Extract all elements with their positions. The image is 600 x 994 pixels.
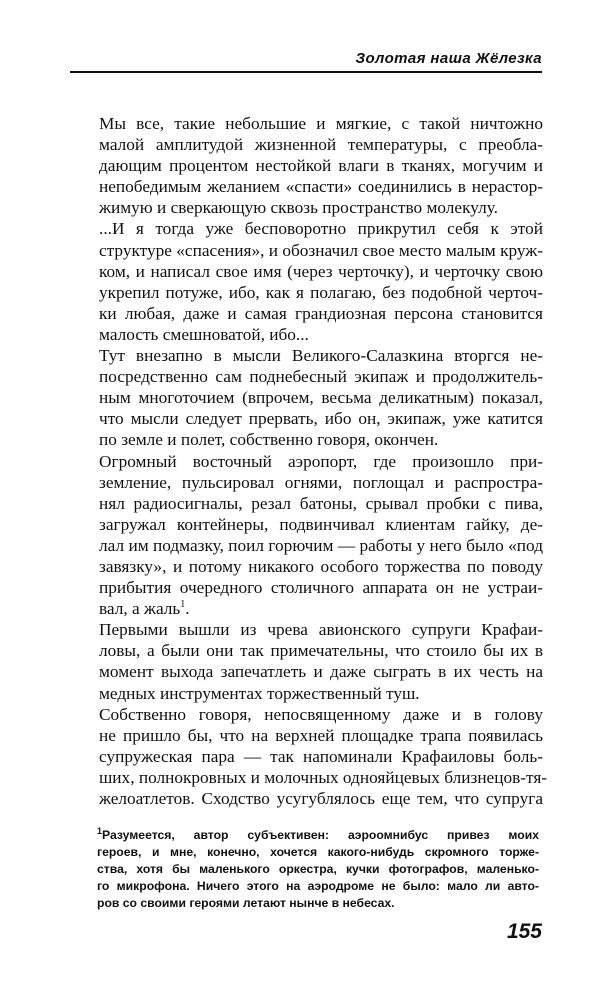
body-text xyxy=(83,113,548,809)
text-line: прибытия очередного столичного аппарата он не устраи- xyxy=(99,578,543,598)
running-head: Золотая наша Жёлезка xyxy=(355,50,542,67)
text-line: Огромный восточный аэропорт, где произошло при- xyxy=(99,451,543,471)
footnote-line: ров со своими героями летают нынче в небесах. xyxy=(97,896,395,910)
text-line: не пришло бы, что на верхней площадке трапа появилась xyxy=(99,725,543,745)
text-line: непобедимым желанием «спасти» соединились в нерастор- xyxy=(99,177,543,197)
text-line: ком, и написал свое имя (через черточку), и черточку свою xyxy=(99,261,543,281)
text-line: завязку», и потому никакого особого торжества по поводу xyxy=(99,556,543,576)
page-number: 155 xyxy=(506,920,542,943)
footnote-line: ства, хотя бы маленького оркестра, кучки фотографов, маленько- xyxy=(97,862,539,876)
text-line: ки любая, даже и самая грандиозная персона становится xyxy=(99,303,543,323)
text-line: ших, полнокровных и молочных однояйцевых близнецов-тя- xyxy=(99,767,548,787)
text-line: жимую и сверкающую сквозь пространство молекулу. xyxy=(99,198,498,218)
text-line: что мысли следует прервать, ибо он, экипаж, уже катится xyxy=(99,409,543,429)
text-line: укрепил потуже, ибо, как я полагаю, без подобной черточ- xyxy=(99,282,543,302)
text-line: малой амплитудой жизненной температуры, с преобла- xyxy=(99,135,543,155)
footnote xyxy=(97,827,539,912)
text-line: вал, а жаль$^1$. xyxy=(99,599,190,619)
text-line: медных инструментах торжественный туш. xyxy=(99,683,420,703)
footnote-number: 1 xyxy=(97,825,103,836)
footnote-line: героев, и мне, конечно, хочется какого-нибудь скромного торже- xyxy=(97,845,539,859)
text-line-content: вал, а жаль xyxy=(99,599,181,619)
footnote-reference: 1 xyxy=(180,599,186,611)
text-line: земление, пульсировал огнями, поглощал и распростра- xyxy=(99,472,543,492)
text-line: посредственно сам поднебесный экипаж и продолжитель- xyxy=(99,367,543,387)
paragraph-6 xyxy=(83,704,548,809)
text-line: Собственно говоря, непосвященному даже и в голову xyxy=(99,704,543,724)
text-line: момент выхода запечатлеть и даже сыграть в их честь на xyxy=(99,662,543,682)
text-line: Тут внезапно в мысли Великого-Салазкина вторгся не- xyxy=(99,346,543,366)
text-line: нял радиосигналы, резал батоны, срывал пробки с пива, xyxy=(99,493,543,513)
text-line: дающим процентом нестойкой влаги в тканях, могучим и xyxy=(99,156,543,176)
text-line: ...И я тогда уже бесповоротно прикрутил себя к этой xyxy=(99,219,543,239)
paragraph-4 xyxy=(83,451,543,620)
text-line: Первыми вышли из чрева авионского супруги Крафаи- xyxy=(99,620,543,640)
text-line: малость смешноватой, ибо... xyxy=(99,324,309,344)
text-line: желоатлетов. Сходство усугублялось еще тем, что супруга xyxy=(99,789,543,808)
header-rule xyxy=(70,71,542,73)
text-line: структуре «спасения», и обозначил свое место малым круж- xyxy=(99,240,543,260)
footnote-line-content: Разумеется, автор субъективен: аэроомнибус привез моих xyxy=(102,828,539,842)
footnote-line xyxy=(97,827,539,844)
text-line: ловы, а были они так примечательны, что стоило бы их в xyxy=(99,641,543,661)
text-line: лал им подмазку, поил горючим — работы у него было «под xyxy=(99,535,543,555)
paragraph-3 xyxy=(83,345,543,450)
paragraph-2 xyxy=(83,218,543,345)
text-line: ным многоточием (впрочем, весьма деликатным) показал, xyxy=(99,388,543,408)
text-line: супружеская пара — так напоминали Крафаиловы боль- xyxy=(99,746,543,766)
text-line: по земле и полет, собственно говоря, окончен. xyxy=(99,430,439,450)
paragraph-1 xyxy=(83,113,543,218)
text-line: загружал контейнеры, подвинчивал клиентам гайку, де- xyxy=(99,514,543,534)
footnote-line: го микрофона. Ничего этого на аэродроме не было: мало ли авто- xyxy=(97,879,539,893)
text-line: Мы все, такие небольшие и мягкие, с такой ничтожно xyxy=(99,114,543,133)
paragraph-5 xyxy=(83,619,543,703)
